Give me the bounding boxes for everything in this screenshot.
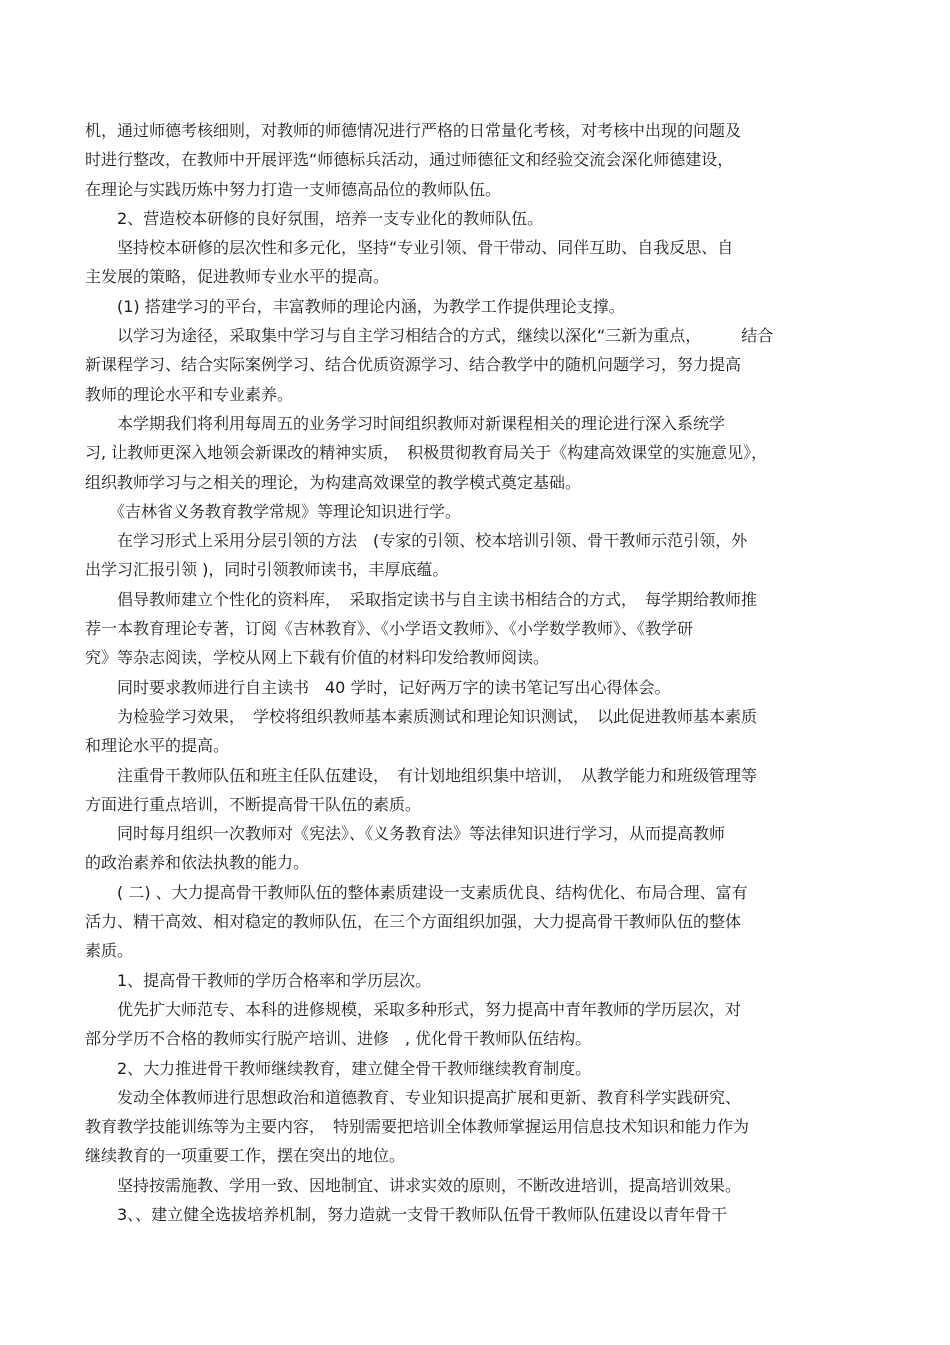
text-line: 部分学历不合格的教师实行脱产培训、进修 , 优化骨干教师队伍结构。 xyxy=(85,1029,592,1049)
text-line: 同时每月组织一次教师对《宪法》、《义务教育法》等法律知识进行学习，从而提高教师 xyxy=(85,824,726,844)
text-line: 出学习汇报引领 )，同时引领教师读书，丰厚底蕴。 xyxy=(85,560,449,580)
text-line: 2、大力推进骨干教师继续教育，建立健全骨干教师继续教育制度。 xyxy=(85,1058,592,1078)
text-line: 方面进行重点培训，不断提高骨干队伍的素质。 xyxy=(85,794,422,814)
text-line: ( 二) 、大力提高骨干教师队伍的整体素质建设一支素质优良、结构优化、布局合理、富有 xyxy=(85,882,748,902)
text-line: 在学习形式上采用分层引领的方法 (专家的引领、校本培训引领、骨干教师示范引领，外 xyxy=(85,531,748,551)
text-line: 同时要求教师进行自主读书 40 学时，记好两万字的读书笔记写出心得体会。 xyxy=(85,677,671,697)
text-line: 荐一本教育理论专著，订阅《吉林教育》、《小学语文教师》、《小学数学教师》、《教学研 xyxy=(85,619,694,639)
text-line: 坚持按需施教、学用一致、因地制宜、讲求实效的原则，不断改进培训，提高培训效果。 xyxy=(85,1175,742,1195)
text-line: 教师的理论水平和专业素养。 xyxy=(85,384,294,404)
text-line: (1) 搭建学习的平台，丰富教师的理论内涵，为教学工作提供理论支撑。 xyxy=(85,296,625,316)
text-line: 发动全体教师进行思想政治和道德教育、专业知识提高扩展和更新、教育科学实践研究、 xyxy=(85,1087,742,1107)
text-line: 主发展的策略，促进教师专业水平的提高。 xyxy=(85,267,390,287)
text-line: 坚持校本研修的层次性和多元化，坚持“专业引领、骨干带动、同伴互助、自我反思、自 xyxy=(85,238,734,258)
text-line: 3、、建立健全选拔培养机制，努力造就一支骨干教师队伍骨干教师队伍建设以青年骨干 xyxy=(85,1204,728,1224)
text-line: 在理论与实践历炼中努力打造一支师德高品位的教师队伍。 xyxy=(85,179,502,199)
text-line: 为检验学习效果， 学校将组织教师基本素质测试和理论知识测试， 以此促进教师基本素质 xyxy=(85,706,758,726)
text-line: 机，通过师德考核细则，对教师的师德情况进行严格的日常量化考核，对考核中出现的问题及 xyxy=(85,121,742,140)
text-line: 的政治素养和依法执教的能力。 xyxy=(85,853,310,873)
text-line: 组织教师学习与之相关的理论，为构建高效课堂的教学模式奠定基础。 xyxy=(85,472,582,492)
text-line: 继续教育的一项重要工作，摆在突出的地位。 xyxy=(85,1146,406,1166)
text-line: 新课程学习、结合实际案例学习、结合优质资源学习、结合教学中的随机问题学习，努力提高 xyxy=(85,355,742,375)
text-line: 究》等杂志阅读，学校从网上下载有价值的材料印发给教师阅读。 xyxy=(85,648,550,668)
text-line: 素质。 xyxy=(85,941,134,961)
text-line: 教育教学技能训练等为主要内容， 特别需要把培训全体教师掌握运用信息技术知识和能力作为 xyxy=(85,1117,750,1137)
text-line: 《吉林省义务教育教学常规》等理论知识进行学。 xyxy=(85,501,462,521)
text-line: 活力、精干高效、相对稳定的教师队伍，在三个方面组织加强，大力提高骨干教师队伍的整体 xyxy=(85,912,742,932)
text-line: 优先扩大师范专、本科的进修规模，采取多种形式，努力提高中青年教师的学历层次，对 xyxy=(85,999,742,1019)
text-line: 时进行整改，在教师中开展评选“师德标兵活动，通过师德征文和经验交流会深化师德建设， xyxy=(85,150,734,170)
body-text xyxy=(85,116,865,1229)
text-line: 和理论水平的提高。 xyxy=(85,736,230,756)
text-line: 注重骨干教师队伍和班主任队伍建设， 有计划地组织集中培训， 从教学能力和班级管理等 xyxy=(85,765,758,785)
text-line: 2、营造校本研修的良好氛围，培养一支专业化的教师队伍。 xyxy=(85,208,544,228)
text-line: 倡导教师建立个性化的资料库， 采取指定读书与自主读书相结合的方式， 每学期给教师推 xyxy=(85,589,758,609)
text-line: 1、提高骨干教师的学历合格率和学历层次。 xyxy=(85,970,432,990)
text-line: 本学期我们将利用每周五的业务学习时间组织教师对新课程相关的理论进行深入系统学 xyxy=(85,413,726,433)
text-line: 以学习为途径，采取集中学习与自主学习相结合的方式，继续以深化“三新为重点， 结合 xyxy=(85,326,774,346)
text-line: 习, 让教师更深入地领会新课改的精神实质， 积极贯彻教育局关于《构建高效课堂的实施意见》， xyxy=(85,443,768,463)
